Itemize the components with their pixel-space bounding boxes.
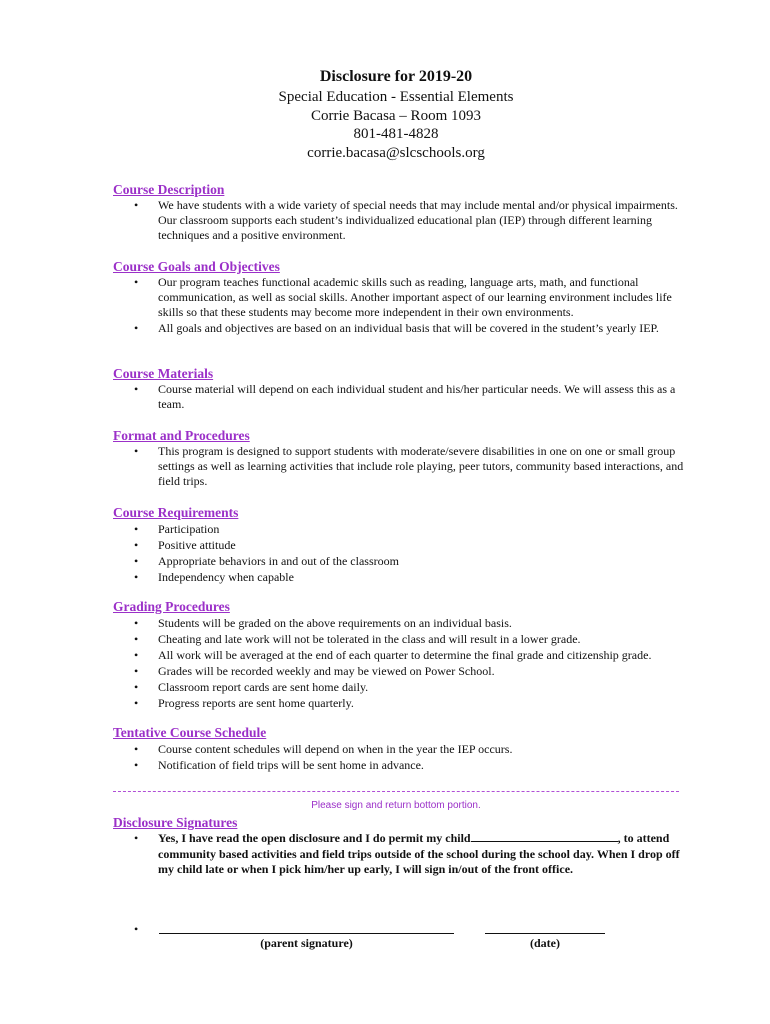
list-item: • Appropriate behaviors in and out of the classroom <box>134 554 399 568</box>
section-course-requirements <box>113 504 688 585</box>
bullet-icon: • <box>134 616 139 630</box>
bullet-icon: • <box>134 538 139 552</box>
section-heading: Tentative Course Schedule <box>113 725 267 740</box>
list-item: • All work will be averaged at the end of each quarter to determine the final grade and citizenship grade. <box>134 648 652 662</box>
section-heading: Course Requirements <box>113 505 239 520</box>
bullet-icon: • <box>134 648 139 662</box>
section-course-goals <box>113 258 688 336</box>
date-label: (date) <box>530 936 560 950</box>
list-item: • Classroom report cards are sent home daily. <box>134 680 369 694</box>
document-title: Disclosure for 2019-20 <box>319 68 473 85</box>
section-heading: Grading Procedures <box>113 599 230 614</box>
list-item: • All goals and objectives are based on an individual basis that will be covered in the student’s yearly IEP. <box>134 320 659 335</box>
date-field[interactable] <box>485 933 605 934</box>
parent-signature-field[interactable] <box>159 933 454 934</box>
return-note: Please sign and return bottom portion. <box>311 800 481 811</box>
statement-part-3: . When I drop off my child late or when I pick him/her up early, I will sign in/out of the front office. <box>158 846 680 876</box>
list-item: • Cheating and late work will not be tolerated in the class and will result in a lower grade. <box>134 632 581 646</box>
list-item: • This program is designed to support students with moderate/severe disabilities in one on one or small group settings as well as learning activities that include role playing, peer tutors, community based interactions, and field trips. <box>134 444 684 489</box>
bullet-icon: • <box>134 831 139 845</box>
bullet-icon: • <box>134 275 139 289</box>
child-name-field[interactable] <box>471 831 618 842</box>
program-name: Special Education - Essential Elements <box>278 89 514 105</box>
list-item: • Grades will be recorded weekly and may be viewed on Power School. <box>134 664 495 678</box>
teacher-phone: 801-481-4828 <box>353 126 439 142</box>
section-heading: Course Description <box>113 182 225 197</box>
list-item: • Independency when capable <box>134 570 294 584</box>
permission-statement <box>113 831 688 878</box>
bullet-icon: • <box>134 320 139 335</box>
statement-part-2: , to attend community based activities and field trips outside of the school during the school day <box>158 831 670 861</box>
section-heading: Course Materials <box>113 366 214 381</box>
teacher-room: Corrie Bacasa – Room 1093 <box>311 107 481 124</box>
section-disclosure-signatures <box>113 814 688 831</box>
section-heading: Course Goals and Objectives <box>113 259 280 274</box>
bullet-icon: • <box>134 680 139 694</box>
cut-line-divider <box>113 791 679 792</box>
section-course-description <box>113 181 688 244</box>
bullet-icon: • <box>134 554 139 568</box>
list-item: • Course content schedules will depend on when in the year the IEP occurs. <box>134 742 513 756</box>
bullet-icon: • <box>134 696 139 710</box>
bullet-icon: • <box>134 758 139 772</box>
list-item: • Notification of field trips will be sent home in advance. <box>134 758 424 772</box>
section-course-materials <box>113 365 688 412</box>
section-grading-procedures <box>113 598 688 711</box>
bullet-icon: • <box>134 664 139 678</box>
section-heading: Format and Procedures <box>113 428 250 443</box>
bullet-icon: • <box>134 444 139 458</box>
bullet-icon: • <box>134 198 139 212</box>
signature-row <box>113 922 688 952</box>
bullet-icon: • <box>134 922 139 936</box>
teacher-email: corrie.bacasa@slcschools.org <box>307 144 485 161</box>
statement-part-1: Yes, I have read the open disclosure and I do permit my child <box>158 831 471 845</box>
list-item: • Students will be graded on the above requirements on an individual basis. <box>134 616 512 630</box>
bullet-icon: • <box>134 570 139 584</box>
bullet-icon: • <box>134 522 139 536</box>
document-header <box>0 66 770 162</box>
list-item: • Course material will depend on each individual student and his/her particular needs. We will assess this as a team. <box>134 382 676 412</box>
section-format-procedures <box>113 427 688 490</box>
bullet-icon: • <box>134 382 139 396</box>
bullet-icon: • <box>134 632 139 646</box>
list-item: • Participation <box>134 522 220 536</box>
section-course-schedule <box>113 724 688 773</box>
list-item: • Progress reports are sent home quarterly. <box>134 696 354 710</box>
list-item: • We have students with a wide variety of special needs that may include mental and/or physical impairments. Our classroom supports each student’s individualized educational plan (IEP) through different learning techniques and a positive environment. <box>134 198 678 243</box>
bullet-icon: • <box>134 742 139 756</box>
list-item: • Our program teaches functional academic skills such as reading, language arts, math, and functional communication, as well as social skills. Another important aspect of our learning environment includes life skills so that these students may become more independent in their own environments. <box>134 275 672 320</box>
parent-signature-label: (parent signature) <box>260 936 353 950</box>
section-heading: Disclosure Signatures <box>113 815 238 830</box>
list-item: • Positive attitude <box>134 538 236 552</box>
